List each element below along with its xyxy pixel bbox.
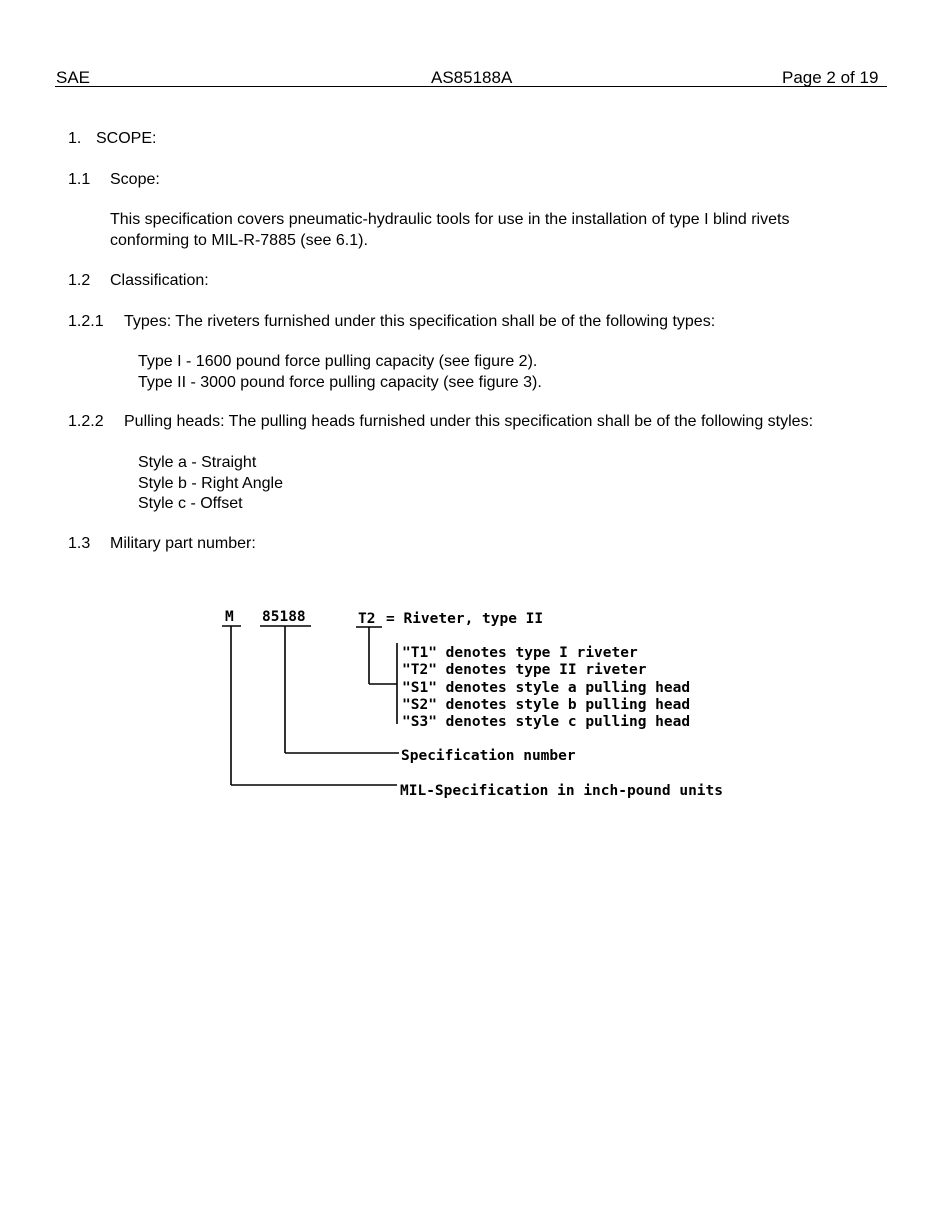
section-1-2-title: Classification:: [110, 272, 209, 289]
diagram-spec-label: Specification number: [401, 748, 576, 764]
diagram-code-line: "S3" denotes style c pulling head: [402, 714, 691, 730]
section-1-1-title: Scope:: [110, 171, 160, 188]
diagram-part-type: T2: [358, 611, 376, 627]
section-1-2-2-text: Pulling heads: The pulling heads furnished under this specification shall be of the following styles:: [124, 413, 814, 430]
section-1-2-1-text: Types: The riveters furnished under this specification shall be of the following types:: [124, 313, 716, 330]
section-1-title: SCOPE:: [96, 130, 157, 147]
diagram-code-line: "S1" denotes style a pulling head: [402, 680, 691, 696]
diagram-part-m: M: [225, 609, 234, 625]
diagram-code-line: "S2" denotes style b pulling head: [402, 697, 691, 713]
diagram-code-line: "T1" denotes type I riveter: [402, 645, 638, 661]
section-1-1-body-line2: conforming to MIL-R-7885 (see 6.1).: [110, 232, 368, 249]
header-page-number: Page 2 of 19: [782, 68, 879, 87]
header-left: SAE: [56, 68, 91, 87]
section-1-2-1-number: 1.2.1: [68, 313, 104, 330]
style-item: Style b - Right Angle: [138, 475, 283, 492]
diagram-mil-label: MIL-Specification in inch-pound units: [400, 783, 724, 799]
section-1-2-2-number: 1.2.2: [68, 413, 104, 430]
diagram-code-line: "T2" denotes type II riveter: [402, 662, 647, 678]
type-item: Type I - 1600 pound force pulling capacity (see figure 2).: [138, 353, 538, 370]
section-1-1-number: 1.1: [68, 171, 91, 188]
diagram-part-spec: 85188: [262, 609, 306, 625]
section-1-3-title: Military part number:: [110, 535, 256, 552]
style-item: Style c - Offset: [138, 495, 243, 512]
section-1-2-number: 1.2: [68, 272, 91, 289]
section-1-number: 1.: [68, 130, 82, 147]
style-item: Style a - Straight: [138, 454, 257, 471]
header-document-number: AS85188A: [431, 68, 513, 87]
section-1-3-number: 1.3: [68, 535, 91, 552]
diagram-part-desc: = Riveter, type II: [386, 611, 544, 627]
type-item: Type II - 3000 pound force pulling capacity (see figure 3).: [138, 374, 542, 391]
section-1-1-body-line1: This specification covers pneumatic-hydraulic tools for use in the installation of type I blind rivets: [110, 211, 790, 228]
